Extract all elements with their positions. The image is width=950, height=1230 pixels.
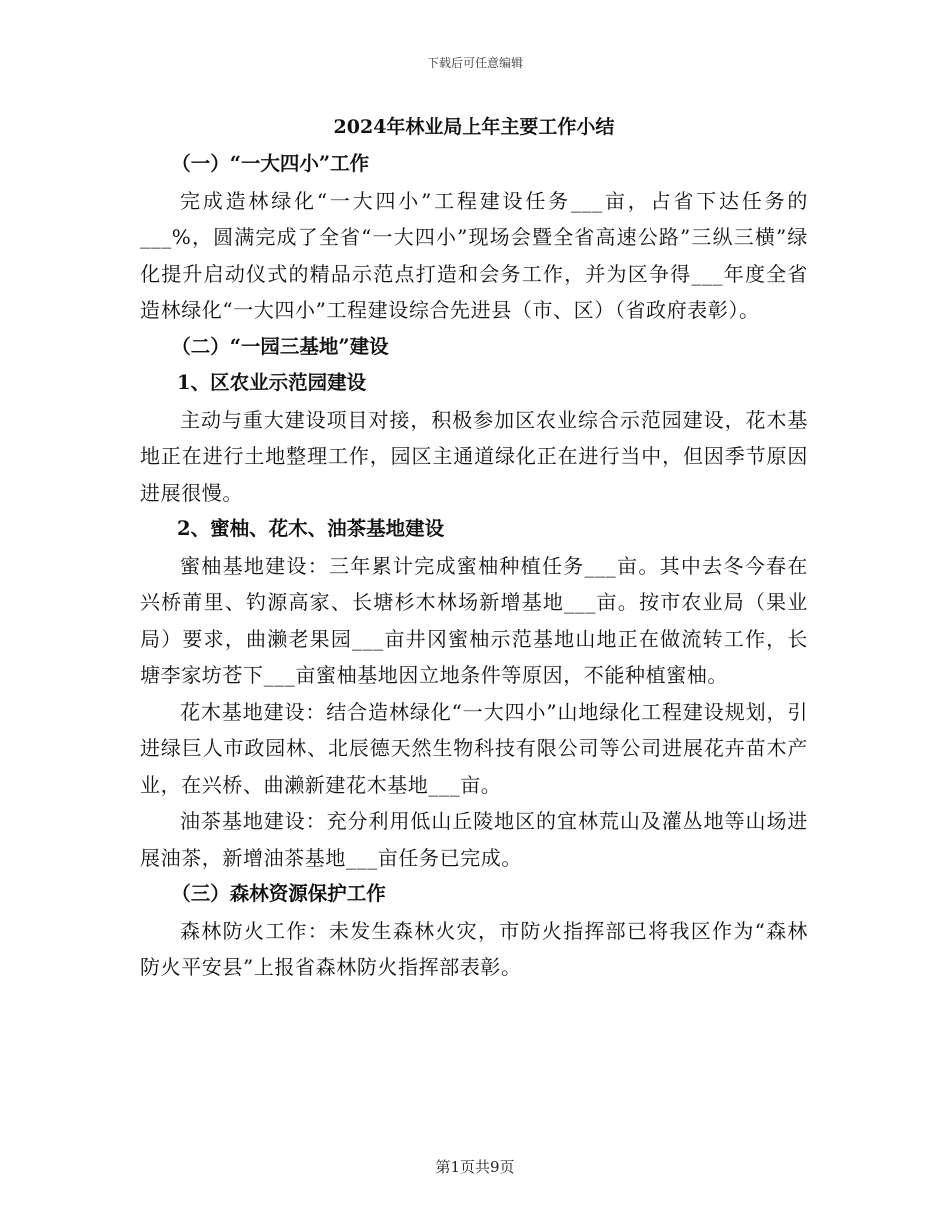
section-heading-2: （二）“一园三基地”建设 xyxy=(171,334,389,358)
header-note: 下载后可任意编辑 xyxy=(426,56,523,70)
section-heading-1: （一）“一大四小”工作 xyxy=(171,152,370,175)
paragraph: 油茶基地建设：充分利用低山丘陵地区的宜林荒山及灌丛地等山场进展油茶，新增油茶基地___亩任务已完成。 xyxy=(140,809,808,870)
subsection-heading-2: 2、蜜柚、花木、油茶基地建设 xyxy=(177,517,445,540)
section-heading-3: （三）森林资源保护工作 xyxy=(171,882,386,905)
document-title: 2024年林业局上年主要工作小结 xyxy=(333,116,615,138)
paragraph: 蜜柚基地建设：三年累计完成蜜柚种植任务___亩。其中去冬今春在兴桥莆里、钓源高家、长塘杉木林场新增基地___亩。按市农业局（果业局）要求，曲濑老果园___亩井冈蜜柚示范基地山地正在做流转工作，长塘李家坊苍下___亩蜜柚基地因立地条件等原因，不能种植蜜柚。 xyxy=(140,553,808,687)
paragraph: 森林防火工作：未发生森林火灾，市防火指挥部已将我区作为“森林防火平安县”上报省森林防火指挥部表彰。 xyxy=(140,918,808,979)
paragraph: 主动与重大建设项目对接，积极参加区农业综合示范园建设，花木基地正在进行土地整理工作，园区主通道绿化正在进行当中，但因季节原因进展很慢。 xyxy=(140,407,808,505)
page-number: 第1页共9页 xyxy=(435,1158,515,1176)
paragraph: 花木基地建设：结合造林绿化“一大四小”山地绿化工程建设规划，引进绿巨人市政园林、北辰德天然生物科技有限公司等公司进展花卉苗木产业，在兴桥、曲濑新建花木基地___亩。 xyxy=(140,699,808,797)
subsection-heading-1: 1、区农业示范园建设 xyxy=(177,371,367,394)
paragraph: 完成造林绿化“一大四小”工程建设任务___亩，占省下达任务的___%，圆满完成了全省“一大四小”现场会暨全省高速公路”三纵三横”绿化提升启动仪式的精品示范点打造和会务工作，并为区争得___年度全省造林绿化“一大四小”工程建设综合先进县（市、区）（省政府表彰）。 xyxy=(140,188,808,322)
document-body xyxy=(140,112,808,986)
